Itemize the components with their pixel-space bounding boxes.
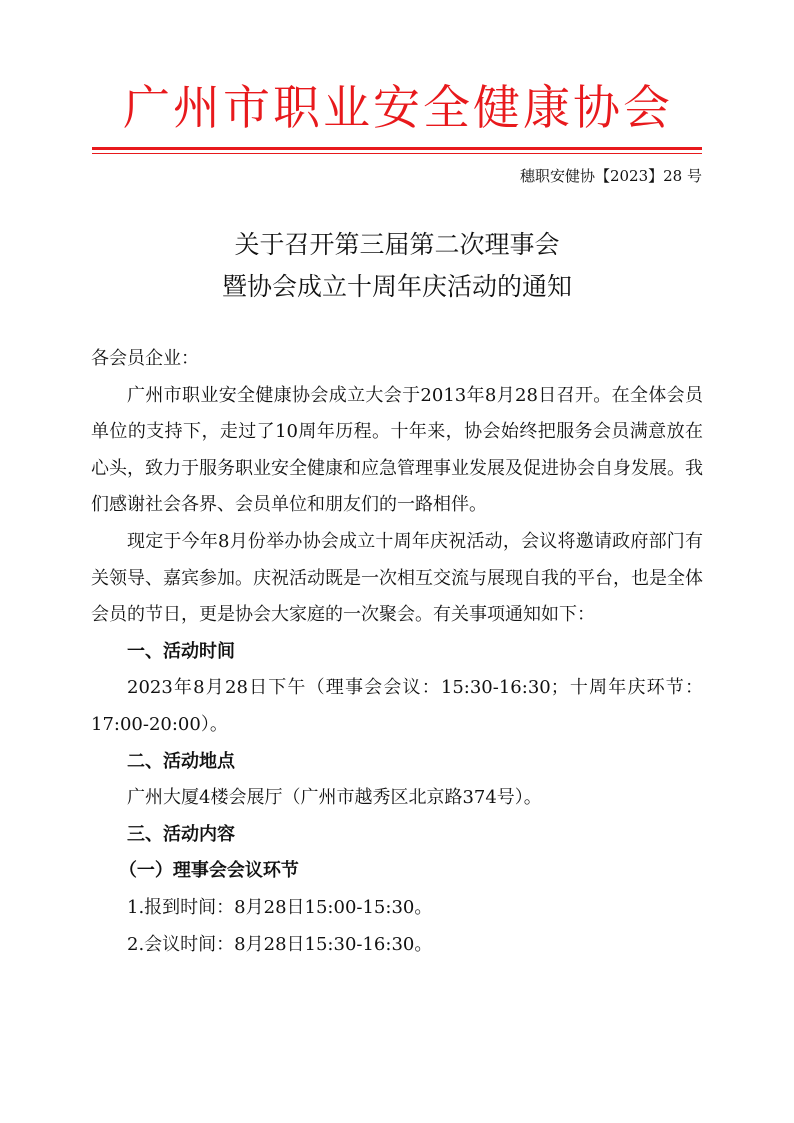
title-line-1: 关于召开第三届第二次理事会 xyxy=(234,230,560,259)
section-text-time: 2023年8月28日下午（理事会会议：15:30-16:30；十周年庆环节：17:00-20:00）。 xyxy=(91,677,703,735)
header-rule-thick xyxy=(92,147,702,150)
section-text-location: 广州大厦4楼会展厅（广州市越秀区北京路374号）。 xyxy=(127,787,542,809)
paragraph-intro: 广州市职业安全健康协会成立大会于2013年8月28日召开。在全体会员单位的支持下，走过了10周年历程。十年来，协会始终把服务会员满意放在心头，致力于服务职业安全健康和应急管理事业发展及促进协会自身发展。我们感谢社会各界、会员单位和朋友们的一路相伴。 xyxy=(91,384,703,516)
list-item-meeting-time: 2.会议时间：8月28日15:30-16:30。 xyxy=(127,933,433,955)
header-rule-thin xyxy=(92,153,702,154)
title-line-2: 暨协会成立十周年庆活动的通知 xyxy=(221,272,572,301)
subsection-heading-meeting: （一）理事会会议环节 xyxy=(118,860,299,882)
paragraph-announcement: 现定于今年8月份举办协会成立十周年庆祝活动，会议将邀请政府部门有关领导、嘉宾参加。庆祝活动既是一次相互交流与展现自我的平台，也是全体会员的节日，更是协会大家庭的一次聚会。有关事项通知如下： xyxy=(91,530,703,626)
section-heading-location: 二、活动地点 xyxy=(127,750,235,772)
document-body xyxy=(91,341,703,963)
document-number: 穗职安健协【2023】28 号 xyxy=(519,167,702,185)
section-heading-content: 三、活动内容 xyxy=(127,823,235,845)
list-item-registration: 1.报到时间：8月28日15:00-15:30。 xyxy=(127,896,433,918)
salutation: 各会员企业： xyxy=(91,348,199,369)
document-title xyxy=(92,224,702,308)
section-heading-time: 一、活动时间 xyxy=(127,640,235,662)
organization-name: 广州市职业安全健康协会 xyxy=(123,81,673,136)
